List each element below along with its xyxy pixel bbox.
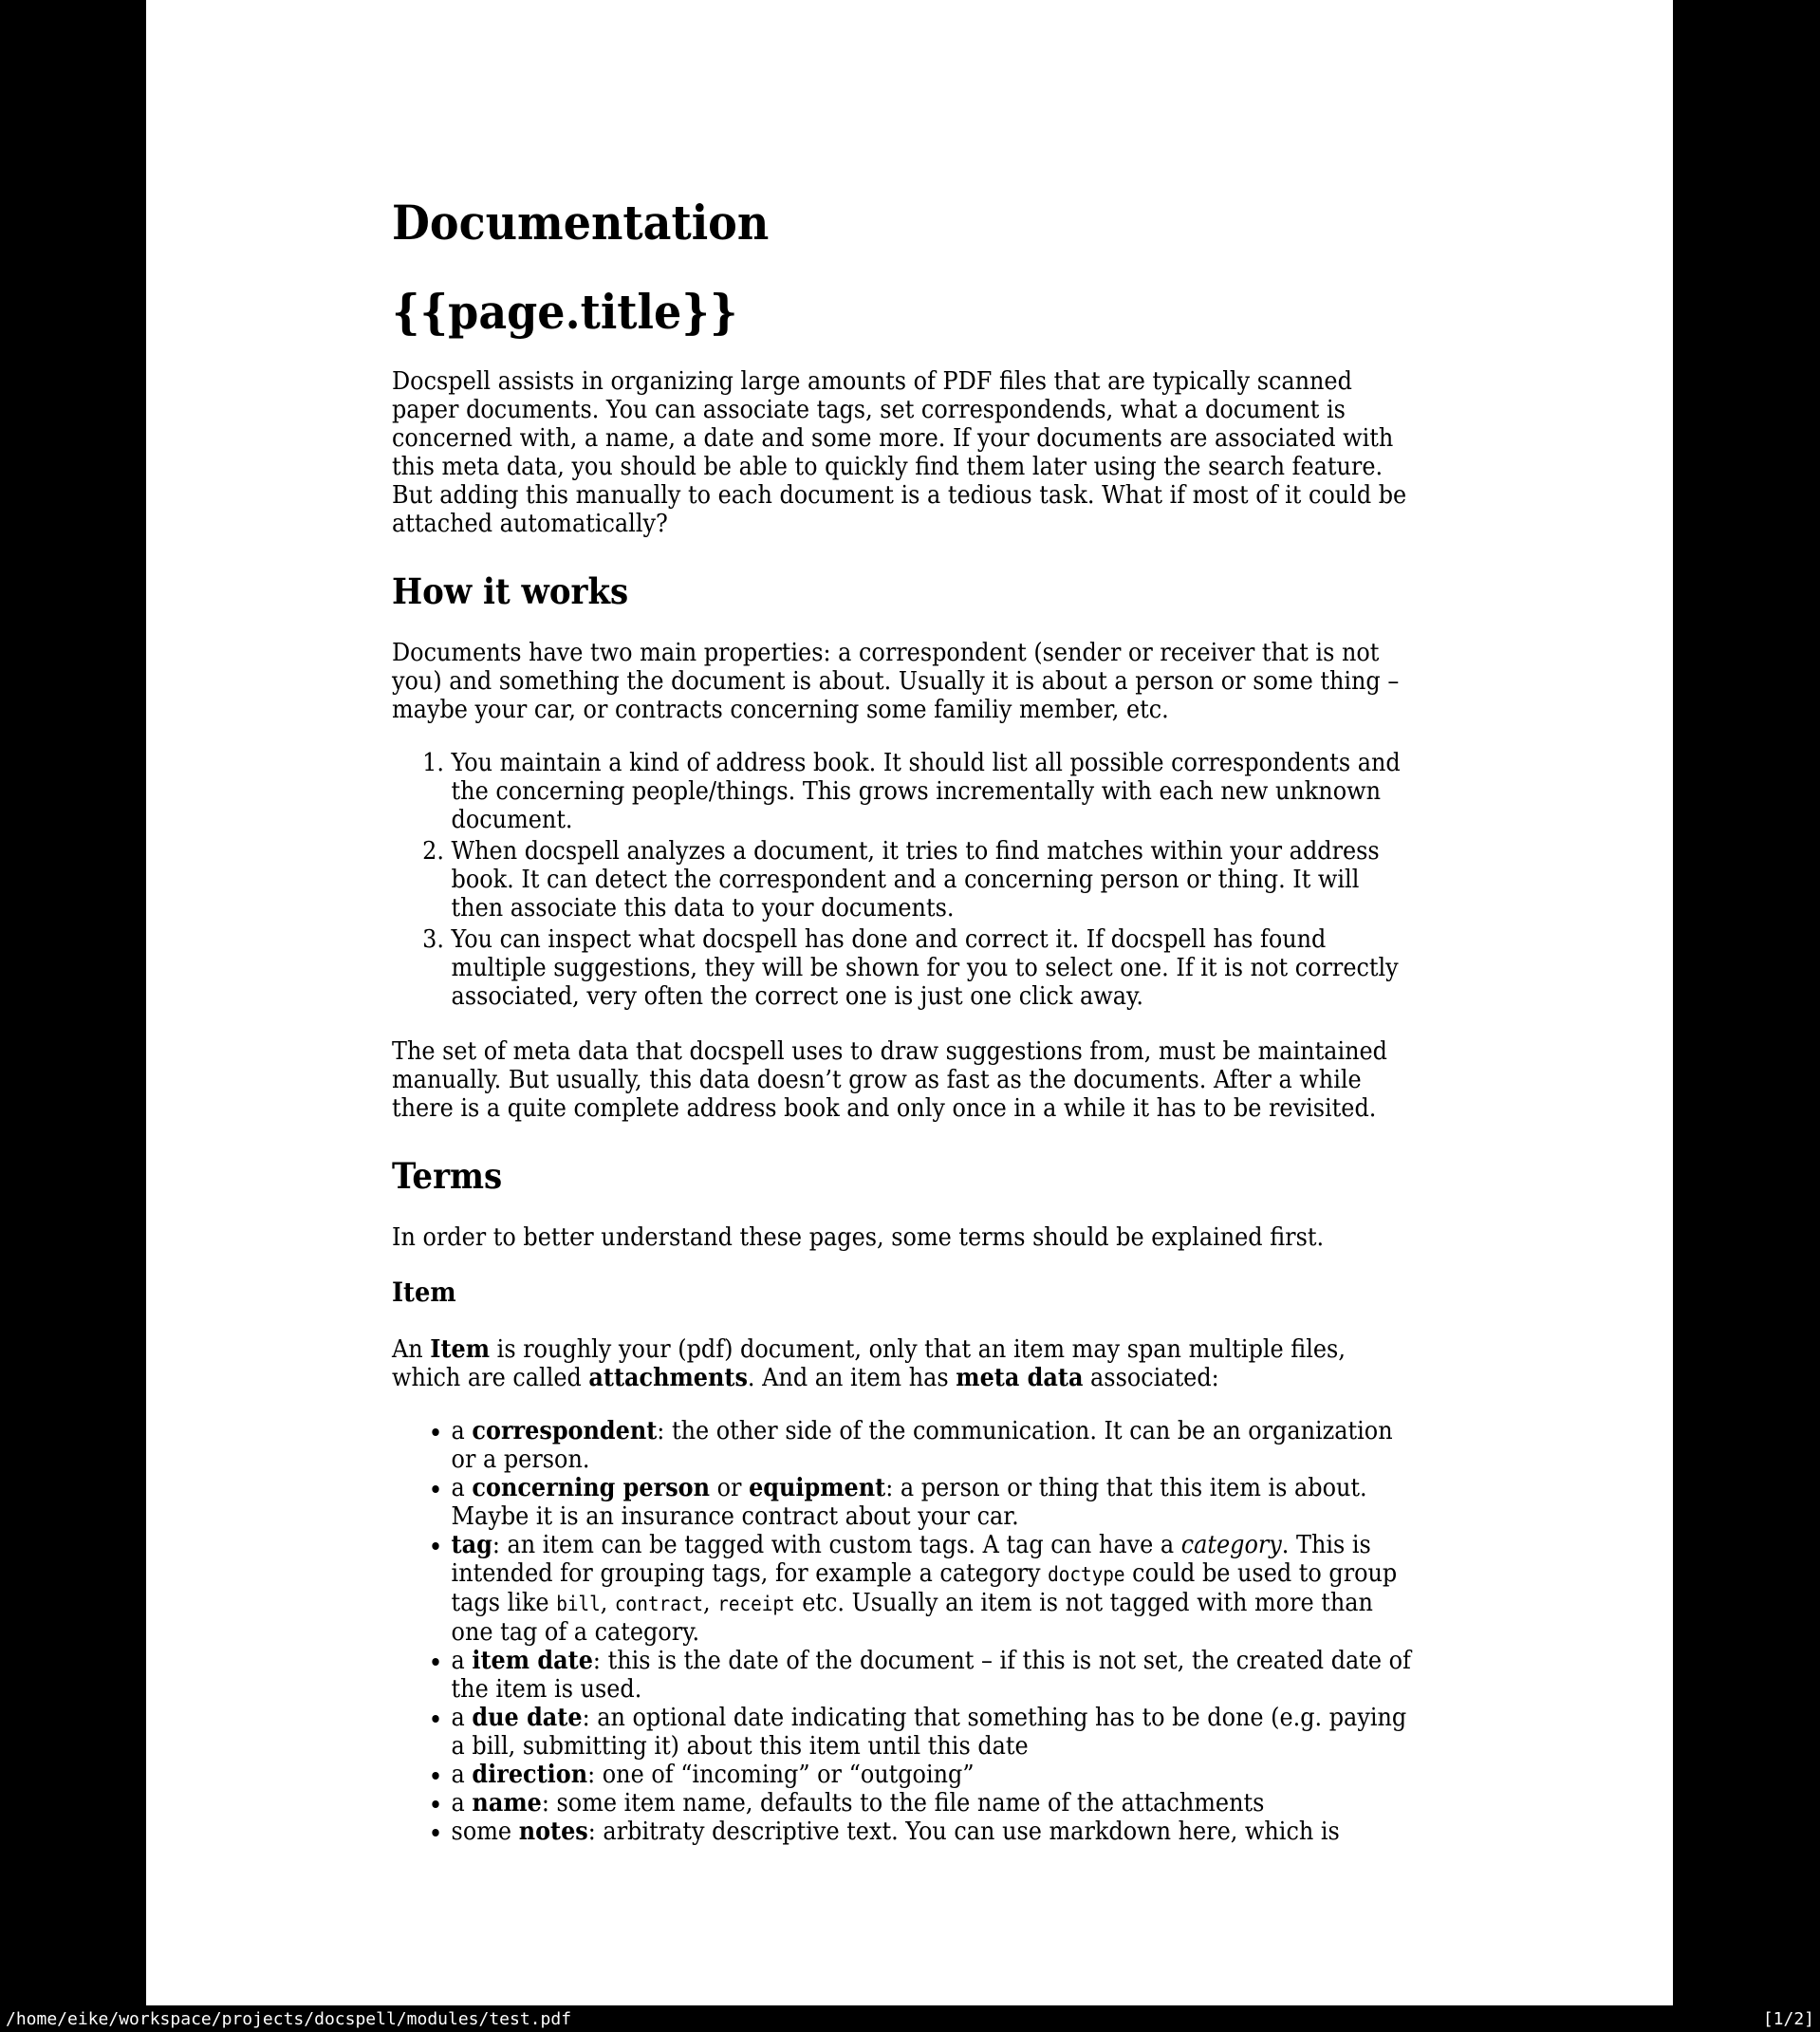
how-it-works-paragraph: Documents have two main properties: a correspondent (sender or receiver that is not you) and something the document is about. Usually it is about a person or some thing – maybe your car, or contracts concerning some familiy member, etc. <box>392 639 1400 724</box>
meta-data-paragraph: The set of meta data that docspell uses to draw suggestions from, must be maintained manually. But usually, this data doesn’t grow as fast as the documents. After a while there is a quite complete address book and only once in a while it has to be revisited. <box>392 1037 1387 1123</box>
italic-text: category <box>1180 1531 1282 1559</box>
bold-text: name <box>472 1789 542 1818</box>
inline-code: receipt <box>717 1593 795 1615</box>
list-item: • a item date: this is the date of the document – if this is not set, the created date of the item is used. <box>452 1647 1416 1704</box>
bold-text: meta data <box>956 1364 1084 1392</box>
inline-code: contract <box>614 1593 703 1615</box>
bold-text: direction <box>472 1761 588 1789</box>
list-item: • a direction: one of “incoming” or “outgoing” <box>452 1761 1416 1789</box>
pdf-page-content <box>392 0 1415 1846</box>
inline-code: bill <box>556 1593 601 1615</box>
list-item: 1. You maintain a kind of address book. It should list all possible correspondents and the concerning people/things. This grows incrementally with each new unknown document. <box>452 749 1416 834</box>
list-item: 3. You can inspect what docspell has done and correct it. If docspell has found multiple suggestions, they will be shown for you to select one. If it is not correctly associated, very often the correct one is just one click away. <box>452 925 1416 1011</box>
heading-page-title-placeholder: {{page.title}} <box>392 284 738 340</box>
bold-text: tag <box>451 1531 492 1559</box>
bold-text: due date <box>472 1704 583 1732</box>
heading-documentation: Documentation <box>392 195 770 251</box>
bold-text: Item <box>430 1335 491 1364</box>
statusbar <box>0 2005 1820 2032</box>
inline-code: doctype <box>1048 1563 1125 1586</box>
statusbar-page-indicator: [1/2] <box>1762 2008 1814 2029</box>
statusbar-file-path: /home/eike/workspace/projects/docspell/modules/test.pdf <box>6 2008 572 2029</box>
list-item: • a concerning person or equipment: a person or thing that this item is about. Maybe it is an insurance contract about your car. <box>452 1474 1416 1531</box>
item-definition-paragraph: An Item is roughly your (pdf) document, only that an item may span multiple files, which are called attachments. And an item has meta data associated: <box>392 1335 1346 1392</box>
terms-intro-paragraph: In order to better understand these pages, some terms should be explained first. <box>392 1223 1325 1252</box>
list-item: • some notes: arbitraty descriptive text. You can use markdown here, which is <box>452 1818 1416 1846</box>
list-item: • tag: an item can be tagged with custom tags. A tag can have a category. This is intended for grouping tags, for example a category doctype could be used to group tags like bill, contract, receipt etc. Usually an item is not tagged with more than one tag of a category. <box>452 1531 1416 1647</box>
list-item: • a correspondent: the other side of the communication. It can be an organization or a person. <box>452 1417 1416 1474</box>
heading-how-it-works: How it works <box>392 570 629 612</box>
bold-text: correspondent <box>472 1417 658 1445</box>
item-meta-data-list <box>392 1417 1415 1846</box>
bold-text: notes <box>518 1818 588 1846</box>
bold-text: attachments <box>588 1364 748 1392</box>
bold-text: equipment <box>749 1474 886 1502</box>
list-item: 2. When docspell analyzes a document, it tries to find matches within your address book. It can detect the correspondent and a concerning person or thing. It will then associate this data to your documents. <box>452 837 1416 923</box>
pdf-page[interactable] <box>146 0 1673 2005</box>
heading-terms: Terms <box>392 1155 503 1197</box>
how-it-works-steps <box>392 749 1415 1011</box>
bold-text: item date <box>472 1647 593 1675</box>
list-item: • a name: some item name, defaults to the file name of the attachments <box>452 1789 1416 1818</box>
heading-item: Item <box>392 1277 456 1308</box>
intro-paragraph: Docspell assists in organizing large amounts of PDF files that are typically scanned paper documents. You can associate tags, set correspondends, what a document is concerned with, a name, a date and some more. If your documents are associated with this meta data, you should be able to quickly find them later using the search feature. But adding this manually to each document is a tedious task. What if most of it could be attached automatically? <box>392 367 1407 538</box>
bold-text: concerning person <box>472 1474 711 1502</box>
list-item: • a due date: an optional date indicating that something has to be done (e.g. paying a bill, submitting it) about this item until this date <box>452 1704 1416 1761</box>
